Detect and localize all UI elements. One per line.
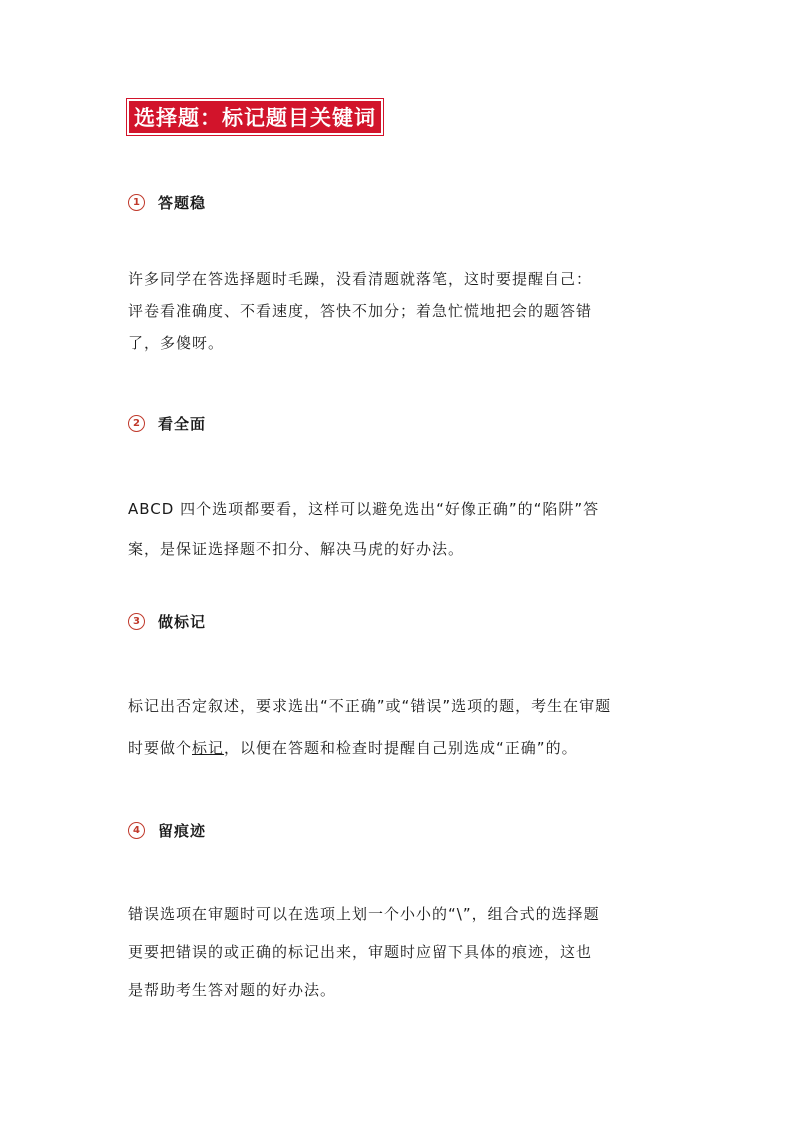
heading-3: [128, 611, 206, 632]
section-title: 选择题：标记题目关键词: [134, 106, 376, 130]
paragraph-3-line-2-end: ，以便在答题和检查时提醒自己别选成“正确”的。: [224, 739, 578, 757]
paragraph-3: [128, 685, 668, 769]
heading-label-4: 留痕迹: [158, 822, 207, 840]
circled-number-2: 2: [128, 415, 145, 432]
underlined-keyword: 标记: [192, 739, 225, 757]
paragraph-1-line-1: 许多同学在答选择题时毛躁，没看清题就落笔，这时要提醒自己：: [128, 270, 593, 288]
paragraph-4-line-3: 是帮助考生答对题的好办法。: [128, 981, 337, 999]
paragraph-3-line-1: 标记出否定叙述，要求选出“不正确”或“错误”选项的题，考生在审题: [128, 697, 612, 715]
heading-label-2: 看全面: [158, 415, 207, 433]
circled-number-4: 4: [128, 822, 145, 839]
heading-label-1: 答题稳: [158, 194, 207, 212]
heading-2: [128, 413, 206, 434]
heading-label-3: 做标记: [158, 613, 207, 631]
paragraph-4-line-1: 错误选项在审题时可以在选项上划一个小小的“\”，组合式的选择题: [128, 905, 600, 923]
paragraph-2-line-1: ABCD 四个选项都要看，这样可以避免选出“好像正确”的“陷阱”答: [128, 500, 600, 518]
paragraph-4: [128, 895, 668, 1009]
paragraph-4-line-2: 更要把错误的或正确的标记出来，审题时应留下具体的痕迹，这也: [128, 943, 593, 961]
paragraph-2-line-2: 案，是保证选择题不扣分、解决马虎的好办法。: [128, 540, 465, 558]
paragraph-2: [128, 489, 668, 569]
paragraph-1: [128, 263, 668, 359]
circled-number-3: 3: [128, 613, 145, 630]
paragraph-3-line-2-start: 时要做个: [128, 739, 193, 757]
heading-4: [128, 820, 206, 841]
paragraph-3-line-2: [128, 727, 668, 769]
circled-number-1: 1: [128, 194, 145, 211]
heading-1: [128, 192, 206, 213]
paragraph-1-line-2: 评卷看准确度、不看速度，答快不加分；着急忙慌地把会的题答错: [128, 302, 593, 320]
section-title-banner: [127, 99, 383, 135]
paragraph-1-line-3: 了，多傻呀。: [128, 334, 225, 352]
